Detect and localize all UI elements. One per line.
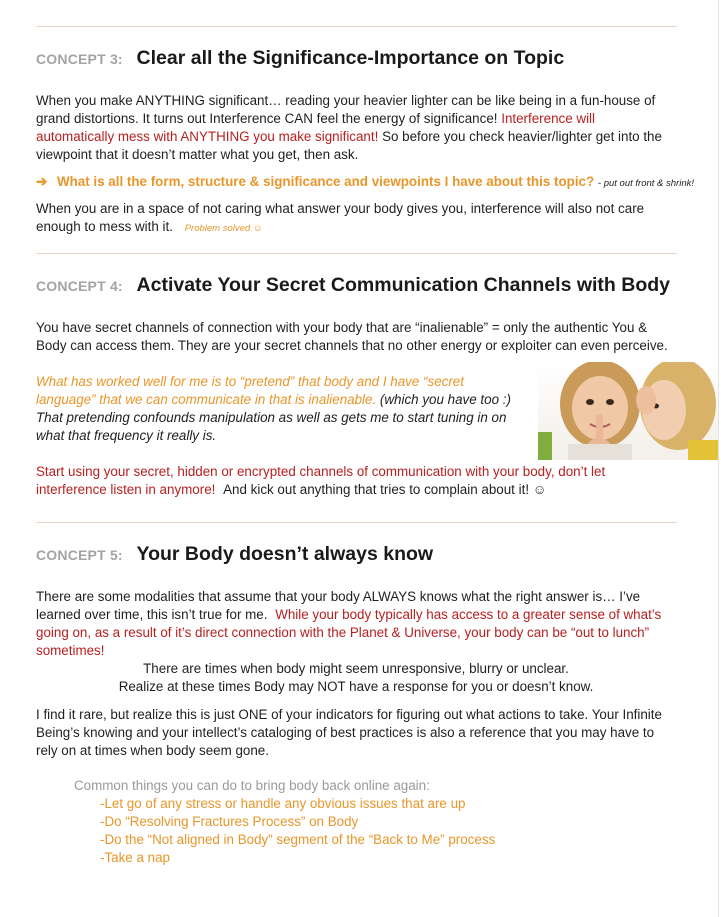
list-title: Common things you can do to bring body back online again: xyxy=(74,778,430,793)
concept3-heading xyxy=(36,49,564,69)
concept3-red-text: Interference will automatically mess with ANYTHING you make significant! xyxy=(36,111,595,144)
concept5-title: Your Body doesn’t always know xyxy=(136,543,434,565)
section-divider xyxy=(36,26,677,27)
concept4-text-b: And kick out anything that tries to complain about it! ☺ xyxy=(223,482,547,497)
list-item: -Let go of any stress or handle any obvious issues that are up xyxy=(100,796,466,811)
concept3-text-2: When you are in a space of not caring what answer your body gives you, interference will also not care enough to mess with it. xyxy=(36,201,645,234)
concept3-label: CONCEPT 3: xyxy=(36,51,123,67)
concept4-red-text: Start using your secret, hidden or encrypted channels of communication with your body, don’t let interference listen in anymore! xyxy=(36,464,606,497)
concept4-orange-text: What has worked well for me is to “pretend” that body and I have “secret language” that we can communicate in that is inalienable. xyxy=(36,374,464,407)
concept3-question: What is all the form, structure & significance and viewpoints I have about this topic? xyxy=(56,174,595,189)
concept3-question-note: - put out front & shrink! xyxy=(597,178,695,189)
children-photo-illustration xyxy=(538,362,718,460)
concept4-title: Activate Your Secret Communication Channels with Body xyxy=(136,274,670,296)
concept5-heading xyxy=(36,545,433,565)
concept3-note: Problem solved ☺ xyxy=(184,223,263,234)
list-item: -Take a nap xyxy=(100,850,170,865)
concept3-text: When you make ANYTHING significant… reading your heavier lighter can be like being in a fun-house of grand distortions. It turns out Interference CAN feel the energy of significance! xyxy=(36,93,656,126)
concept5-red-text: While your body typically has access to a greater sense of what’s going on, as a result of it’s direct connection with the Planet & Universe, your body can be “out to lunch” sometimes! xyxy=(36,607,662,658)
concept5-paragraph2: I find it rare, but realize this is just ONE of your indicators for figuring out what actions to take. Your Infinite Being’s knowing and your intellect’s cataloging of best practices is also a reference that you may have to rely on at times when body seem gone. xyxy=(36,707,662,758)
children-whispering-photo xyxy=(538,362,718,460)
concept3-question-line xyxy=(36,173,694,193)
concept5-text: There are some modalities that assume that your body ALWAYS knows what the right answer is… I’ve learned over time, this isn’t true for me. xyxy=(36,589,641,622)
section-divider xyxy=(36,253,677,254)
section-divider xyxy=(36,522,677,523)
concept3-paragraph1 xyxy=(36,92,676,164)
concept3-title: Clear all the Significance-Importance on Topic xyxy=(136,47,565,69)
concept4-label: CONCEPT 4: xyxy=(36,278,123,294)
concept5-list xyxy=(74,777,495,867)
arrow-icon: ➔ xyxy=(36,174,48,189)
list-item: -Do “Resolving Fractures Process” on Body xyxy=(100,814,359,829)
concept3-text-b: So before you check heavier/lighter get into the viewpoint that it doesn’t matter what you get, then ask. xyxy=(36,129,662,162)
concept3-paragraph2 xyxy=(36,200,676,238)
concept4-italic-text: (which you have too :) That pretending confounds manipulation as well as gets me to start tuning in on what that frequency it really is. xyxy=(36,392,511,443)
concept5-center-line1: There are times when body might seem unresponsive, blurry or unclear. xyxy=(143,661,569,676)
page-edge-line xyxy=(718,0,719,917)
concept4-heading xyxy=(36,276,670,296)
list-item: -Do the “Not aligned in Body” segment of the “Back to Me” process xyxy=(100,832,496,847)
concept5-center-line2: Realize at these times Body may NOT have a response for you or doesn’t know. xyxy=(118,679,594,694)
concept5-paragraph1 xyxy=(36,588,676,660)
concept4-paragraph1: You have secret channels of connection with your body that are “inalienable” = only the authentic You & Body can access them. They are your secret channels that no other energy or exploiter can even perceive. xyxy=(36,320,668,353)
concept5-label: CONCEPT 5: xyxy=(36,547,123,563)
concept4-paragraph2 xyxy=(36,373,516,445)
concept4-paragraph3 xyxy=(36,463,676,499)
